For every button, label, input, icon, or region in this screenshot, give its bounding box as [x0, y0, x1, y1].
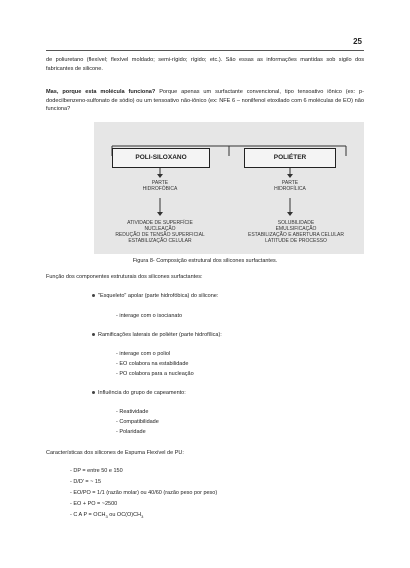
- bullet-dot: [92, 333, 95, 336]
- polyether-functions-label: SOLUBILIDADE EMULSIFICAÇÃO ESTABILIZAÇÃO E ABERTURA CELULAR LATITUDE DE PROCESSO: [248, 220, 344, 244]
- bullet-2-text: Ramificações laterais de poliéter (parte hidrofílica):: [98, 332, 222, 338]
- bullet-dot: [92, 294, 95, 297]
- header-rule: [46, 50, 364, 51]
- paragraph-2: [46, 88, 364, 114]
- bullet-1: [92, 293, 218, 299]
- bullet-2: [92, 332, 222, 338]
- siloxane-functions-label: ATIVIDADE DE SUPERFÍCIE NUCLEAÇÃO REDUÇÃO DE TENSÃO SUPERFICIAL ESTABILIZAÇÃO CELULAR: [115, 220, 205, 244]
- bullet-2-sub-1: - interage com o poliol: [116, 351, 171, 357]
- paragraph-1: de poliuretano (flexível; flexível moldado; semi-rígido; rígido; etc.). São essas as informações mantidas sob sigilo dos fabricantes de silicone.: [46, 57, 364, 72]
- characteristic-eo-po-ratio: - EO/PO = 1/1 (razão molar) ou 40/60 (razão peso por peso): [70, 490, 218, 496]
- figure-caption: Figura 8- Composição estrutural dos silicones surfactantes.: [132, 258, 278, 264]
- bullet-2-sub-2: - EO colabora na estabilidade: [116, 361, 189, 367]
- hydrophilic-part-label: PARTE HIDROFÍLICA: [274, 180, 306, 192]
- page-number: 25: [353, 37, 362, 46]
- bullet-3-text: Influência do grupo de capeamento:: [98, 390, 186, 396]
- bullet-3: [92, 390, 186, 396]
- characteristic-eo-po-sum: - EO + PO = ~2500: [70, 501, 118, 507]
- cap-sub-1: 3: [105, 514, 108, 520]
- bullet-1-sub-1: - interage com o isocianato: [116, 313, 183, 319]
- polyether-box: POLIÉTER: [244, 148, 336, 168]
- bullet-3-sub-1: - Reatividade: [116, 409, 149, 415]
- hydrophobic-part-label: PARTE HIDROFÓBICA: [142, 180, 178, 192]
- characteristics-heading: Características dos silicones de Espuma Flexível de PU:: [46, 450, 184, 456]
- paragraph-2-question: Mas, porque esta molécula funciona?: [46, 89, 156, 95]
- figure-8: [94, 122, 364, 254]
- bullet-2-sub-3: - PO colabora para a nucleação: [116, 371, 194, 377]
- functions-heading: Função dos componentes estruturais dos silicones surfactantes:: [46, 274, 203, 280]
- cap-mid: ou OC(O)CH: [107, 512, 142, 518]
- bullet-dot: [92, 391, 95, 394]
- cap-prefix: - C A P = OCH: [70, 512, 106, 518]
- characteristic-cap: [70, 512, 143, 519]
- paragraph-2-text: Porque apenas um surfactante convencional, tipo tensoativo iônico (ex: p-dodecilbenzeno-sulfonato de sódio) ou um tensoativo não-iônico (ex: NFE 6 – nonilfenol etoxilado com 6 moléculas de EO) não funciona?: [46, 89, 364, 113]
- bullet-3-sub-2: - Compatibilidade: [116, 419, 159, 425]
- polysiloxane-box: POLI-SILOXANO: [112, 148, 210, 168]
- characteristic-dp: - DP = entre 50 e 150: [70, 468, 123, 474]
- characteristic-d-ratio: - D/D' = ~ 15: [70, 479, 102, 485]
- bullet-1-text: "Esqueleto" apolar (parte hidrofóbica) do silicone:: [98, 293, 219, 299]
- cap-sub-2: 3: [141, 514, 144, 520]
- bullet-3-sub-3: - Polaridade: [116, 429, 146, 435]
